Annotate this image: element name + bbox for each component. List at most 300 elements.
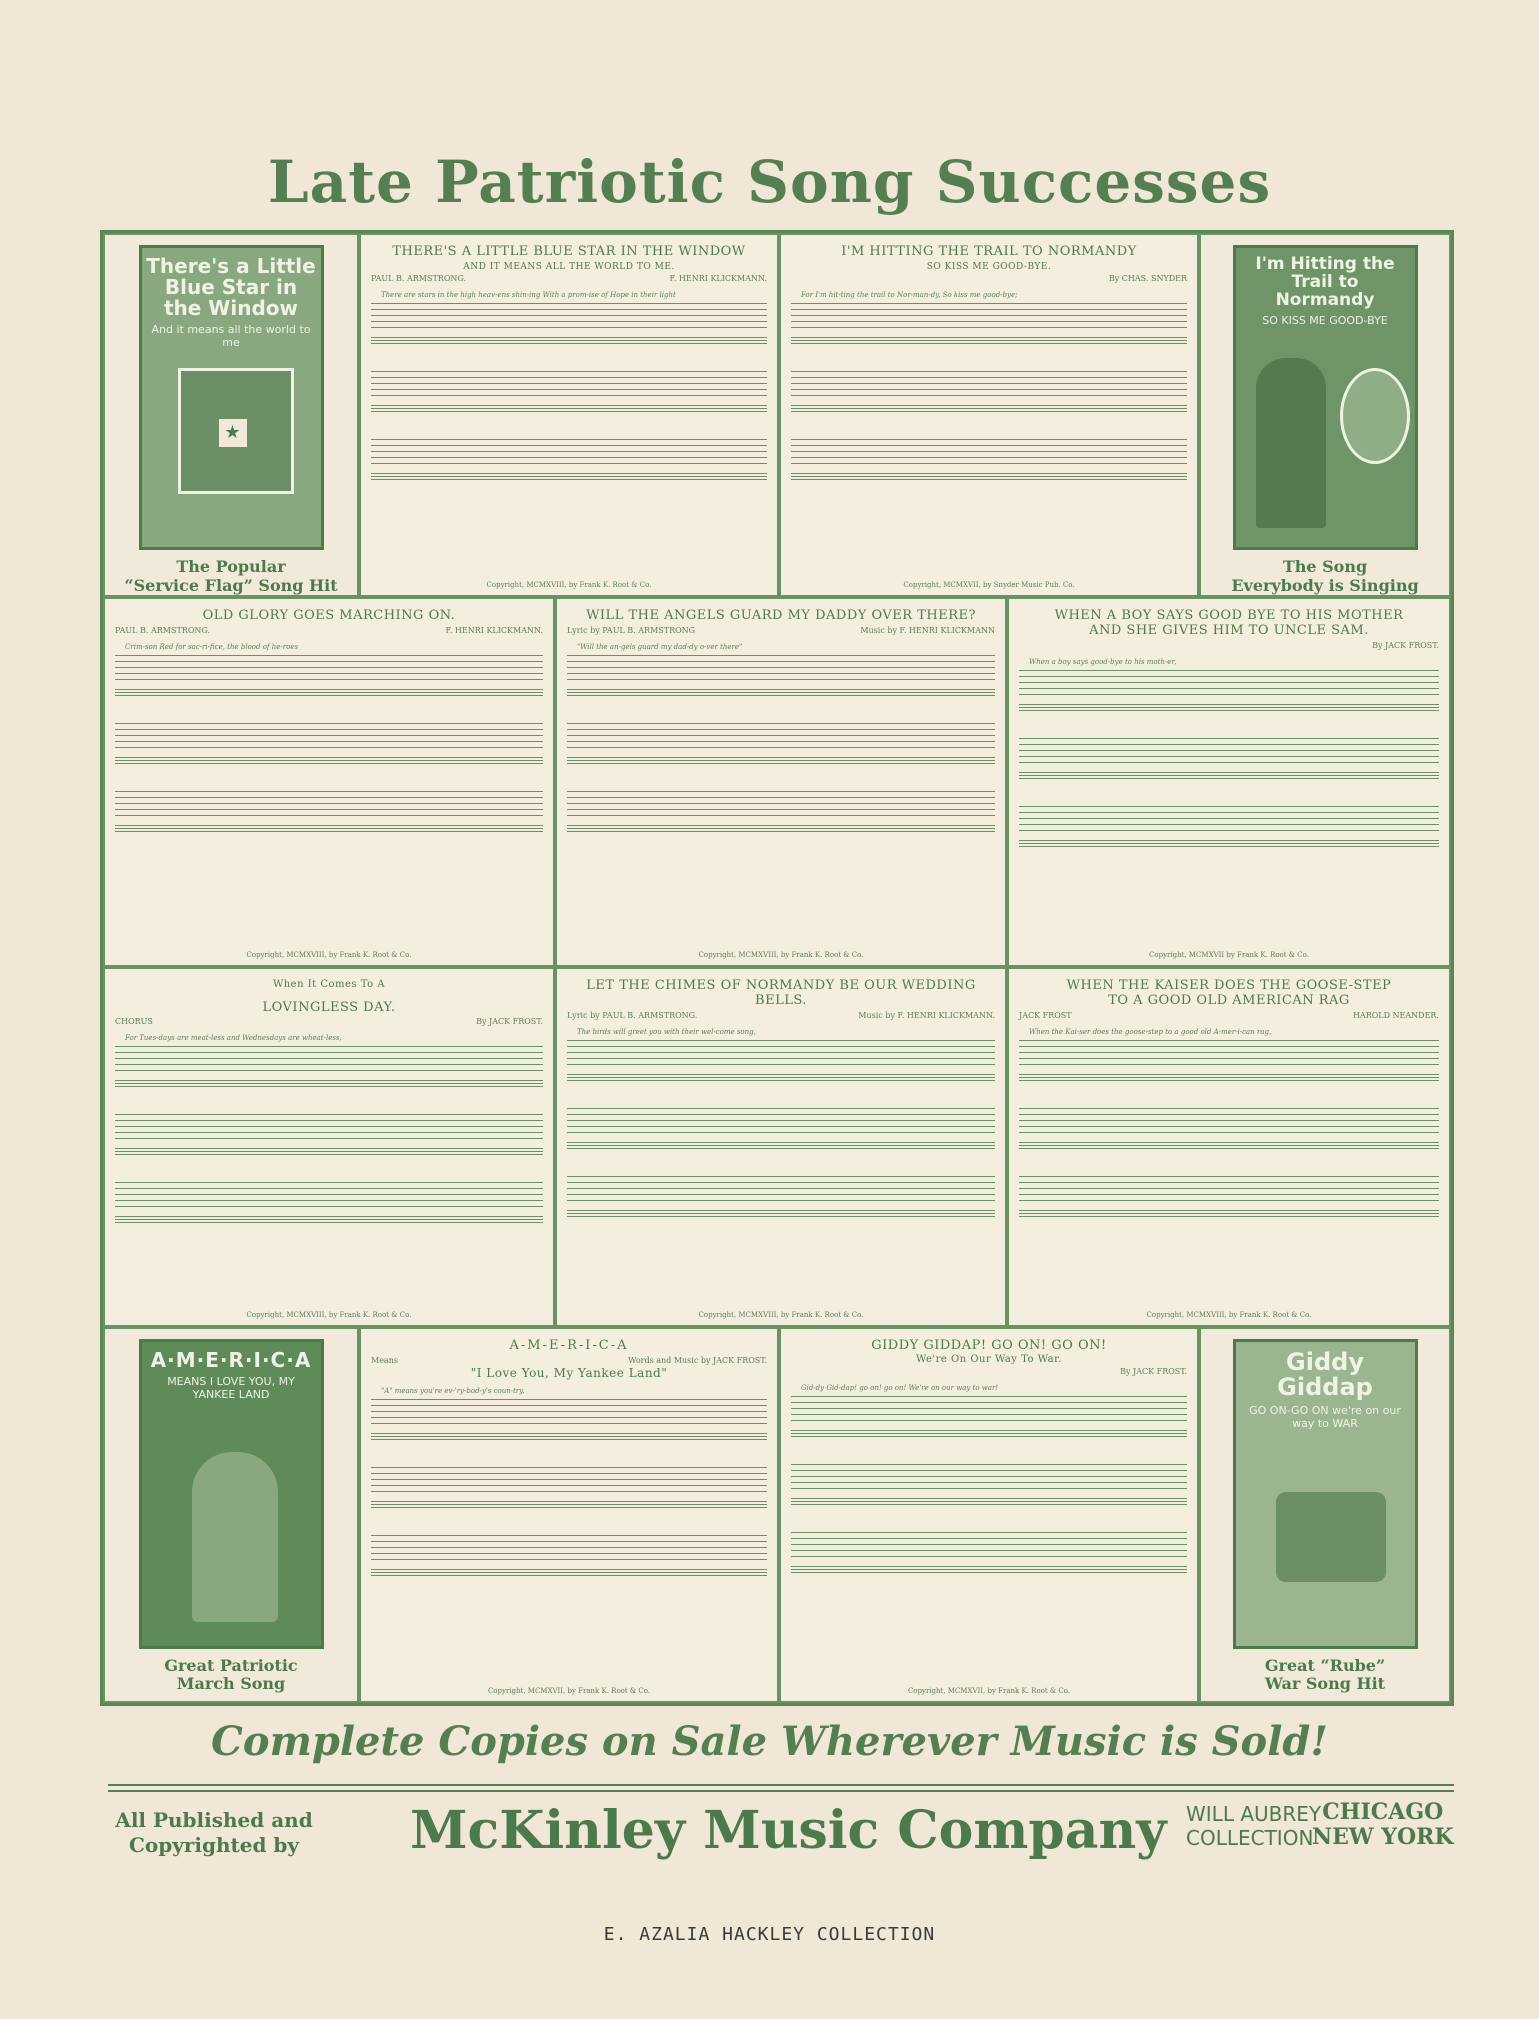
wagon-illustration [1276, 1492, 1386, 1582]
staff-line [567, 673, 995, 674]
staff-line [371, 1541, 767, 1542]
staff-line [567, 1210, 995, 1211]
staff-line [371, 457, 767, 458]
staff-line [115, 1219, 543, 1220]
star-icon: ★ [219, 419, 247, 447]
sheet-title: WILL THE ANGELS GUARD MY DADDY OVER THERE? [586, 608, 976, 623]
published-line: Copyrighted by [128, 1833, 300, 1857]
divider-rule [108, 1790, 1454, 1792]
sheet-boy-says-goodbye [1007, 597, 1451, 967]
staff-line [567, 1108, 995, 1109]
staff-line [115, 747, 543, 748]
staff-line [115, 741, 543, 742]
staff-line [371, 1559, 767, 1560]
staff-line [371, 473, 767, 474]
staff-line [567, 1126, 995, 1127]
staff-line [791, 389, 1187, 390]
staff-line [371, 327, 767, 328]
archive-stamp: E. AZALIA HACKLEY COLLECTION [603, 1924, 936, 1945]
staff-line [791, 1396, 1187, 1397]
lyricist: Lyric by PAUL B. ARMSTRONG. [567, 1010, 698, 1020]
staff-line [567, 729, 995, 730]
staff-line [1019, 1188, 1439, 1189]
staff-line [115, 1148, 543, 1149]
staff-line [371, 389, 767, 390]
staff-line [115, 828, 543, 829]
cover-little-blue-star [103, 233, 359, 597]
staff-line [1019, 1064, 1439, 1065]
staff-line [371, 1479, 767, 1480]
staff-line [1019, 1052, 1439, 1053]
staff-line [371, 439, 767, 440]
lyric-line: "Will the an-gels guard my dad-dy o-ver there" [577, 642, 743, 651]
staff-line [371, 1417, 767, 1418]
staff-line [791, 408, 1187, 409]
staff-system [115, 1034, 543, 1096]
sheet-giddy-giddap [779, 1327, 1199, 1703]
staff-system [567, 711, 995, 773]
staff-line [371, 1575, 767, 1576]
staff-line [371, 340, 767, 341]
sheet-lovingless-day [103, 967, 555, 1327]
caption-line: The Song [1282, 557, 1368, 577]
staff-line [115, 679, 543, 680]
staff-line [567, 1080, 995, 1081]
composer: By CHAS. SNYDER [1108, 274, 1187, 284]
staff-line [791, 463, 1187, 464]
staff-line [371, 1553, 767, 1554]
staff-line [791, 405, 1187, 406]
composer: Words and Music by JACK FROST. [628, 1355, 767, 1365]
staff-line [371, 1436, 767, 1437]
staff-line [567, 831, 995, 832]
staff-line [1019, 704, 1439, 705]
staff-line [1019, 1210, 1439, 1211]
staff-line [791, 1464, 1187, 1465]
composer: F. HENRI KLICKMANN. [669, 274, 767, 284]
published-line: All Published and [115, 1808, 313, 1832]
caption-line: Great Patriotic [164, 1656, 298, 1675]
sheet-subtitle: We're On Our Way To War. [916, 1353, 1062, 1365]
staff-line [115, 1064, 543, 1065]
staff-line [791, 1504, 1187, 1505]
staff-line [371, 1473, 767, 1474]
page-headline: Late Patriotic Song Successes [267, 148, 1272, 216]
staff-line [567, 757, 995, 758]
staff-line [1019, 830, 1439, 831]
sheet-title: GIDDY GIDDAP! GO ON! GO ON! [871, 1338, 1107, 1353]
portrait-oval [1340, 368, 1410, 464]
staff-line [791, 1498, 1187, 1499]
copyright-line: Copyright, MCMXVIII, by Frank K. Root & Co. [1146, 1311, 1312, 1319]
staff-system [567, 1096, 995, 1158]
staff-line [567, 1052, 995, 1053]
staff-system [1019, 794, 1439, 856]
caption-line: The Popular [176, 557, 286, 577]
staff-line [115, 673, 543, 674]
staff-line [115, 1182, 543, 1183]
staff-line [567, 735, 995, 736]
staff-line [567, 1077, 995, 1078]
staff-line [115, 1200, 543, 1201]
staff-line [115, 1083, 543, 1084]
staff-line [791, 395, 1187, 396]
staff-line [567, 825, 995, 826]
staff-line [371, 1411, 767, 1412]
staff-line [115, 791, 543, 792]
staff-line [371, 479, 767, 480]
staff-line [791, 321, 1187, 322]
staff-line [1019, 756, 1439, 757]
liberty-figure-illustration [192, 1452, 278, 1622]
sheet-angels-guard [555, 597, 1007, 967]
staff-line [567, 803, 995, 804]
lyric-line: When the Kai-ser does the goose-step to a good old A-mer-i-can rag, [1029, 1027, 1272, 1036]
publisher-cities [1312, 1800, 1454, 1851]
staff-line [1019, 1148, 1439, 1149]
staff-line [371, 1433, 767, 1434]
lyric-line: Crim-son Red for sac-ri-fice, the blood of he-roes [125, 642, 299, 651]
staff-line [1019, 818, 1439, 819]
staff-line [1019, 744, 1439, 745]
cover-america [103, 1327, 359, 1703]
staff-line [567, 791, 995, 792]
staff-line [115, 1206, 543, 1207]
copyright-line: Copyright, MCMXVIII, by Frank K. Root & Co. [698, 951, 864, 959]
lyric-line: The birds will greet you with their wel-come song, [577, 1027, 756, 1036]
staff-line [1019, 1120, 1439, 1121]
staff-line [791, 1476, 1187, 1477]
staff-line [567, 815, 995, 816]
lyric-line: "A" means you're ev-'ry-bod-y's coun-try, [381, 1386, 525, 1395]
staff-line [1019, 1182, 1439, 1183]
staff-line [371, 343, 767, 344]
staff-line [1019, 840, 1439, 841]
staff-system [115, 779, 543, 841]
staff-line [371, 315, 767, 316]
cover-caption [124, 558, 337, 595]
staff-line [115, 803, 543, 804]
staff-line [791, 327, 1187, 328]
staff-line [567, 1064, 995, 1065]
cover-art-title: A·M·E·R·I·C·A [150, 1348, 312, 1372]
staff-line [567, 1188, 995, 1189]
staff-system [791, 1384, 1187, 1446]
staff-line [791, 411, 1187, 412]
staff-line [371, 1405, 767, 1406]
staff-line [371, 1547, 767, 1548]
collection-line: COLLECTION [1186, 1826, 1314, 1850]
composer: Music by F. HENRI KLICKMANN [860, 625, 995, 635]
staff-line [567, 763, 995, 764]
staff-line [371, 1485, 767, 1486]
staff-line [567, 797, 995, 798]
staff-line [115, 1194, 543, 1195]
staff-system [1019, 1164, 1439, 1226]
staff-system [115, 643, 543, 705]
city: NEW YORK [1312, 1824, 1454, 1851]
sheet-kaiser-goose-step [1007, 967, 1451, 1327]
cover-trail-to-normandy [1199, 233, 1451, 597]
staff-line [567, 1216, 995, 1217]
staff-line [567, 655, 995, 656]
sheet-title: OLD GLORY GOES MARCHING ON. [202, 608, 456, 623]
staff-system [371, 1455, 767, 1517]
staff-line [1019, 738, 1439, 739]
staff-line [791, 1566, 1187, 1567]
staff-line [567, 1200, 995, 1201]
staff-line [371, 309, 767, 310]
staff-line [567, 828, 995, 829]
staff-line [791, 337, 1187, 338]
sheet-title: When It Comes To A [272, 979, 386, 990]
staff-line [567, 1194, 995, 1195]
staff-line [1019, 1200, 1439, 1201]
staff-line [567, 695, 995, 696]
staff-line [1019, 1194, 1439, 1195]
staff-line [115, 1080, 543, 1081]
lyricist: Lyric by PAUL B. ARMSTRONG [567, 625, 696, 635]
staff-system [567, 779, 995, 841]
lyricist: PAUL B. ARMSTRONG. [115, 625, 211, 635]
staff-line [791, 1532, 1187, 1533]
published-by-label [104, 1808, 324, 1858]
staff-system [791, 1452, 1187, 1514]
sheet-title: LET THE CHIMES OF NORMANDY BE OUR WEDDING BELLS. [586, 978, 976, 1008]
staff-line [791, 1430, 1187, 1431]
staff-line [791, 303, 1187, 304]
staff-line [371, 371, 767, 372]
caption-line: War Song Hit [1264, 1674, 1386, 1694]
staff-line [1019, 682, 1439, 683]
cover-art-title: There's a Little Blue Star in the Window [146, 254, 316, 320]
staff-system [371, 291, 767, 353]
sheet-old-glory [103, 597, 555, 967]
sheet-title: WHEN A BOY SAYS GOOD BYE TO HIS MOTHER [1054, 608, 1404, 623]
staff-line [115, 689, 543, 690]
caption-line: Great “Rube” [1264, 1656, 1386, 1675]
sheet-subtitle: AND IT MEANS ALL THE WORLD TO ME. [463, 261, 675, 272]
staff-line [791, 1488, 1187, 1489]
staff-line [1019, 1145, 1439, 1146]
staff-system [791, 427, 1187, 489]
staff-line [115, 1070, 543, 1071]
staff-line [567, 747, 995, 748]
copyright-line: Copyright, MCMXVII, by Frank K. Root & Co. [487, 1687, 651, 1695]
staff-line [371, 1399, 767, 1400]
staff-line [371, 321, 767, 322]
staff-line [115, 1216, 543, 1217]
composer: HAROLD NEANDER. [1352, 1010, 1439, 1020]
staff-line [567, 1132, 995, 1133]
staff-line [115, 1052, 543, 1053]
sheet-title: I'M HITTING THE TRAIL TO NORMANDY [841, 244, 1137, 259]
staff-line [371, 1507, 767, 1508]
staff-line [791, 1482, 1187, 1483]
staff-line [115, 723, 543, 724]
caption-line: Everybody is Singing [1231, 575, 1419, 595]
staff-line [791, 451, 1187, 452]
staff-line [791, 315, 1187, 316]
staff-line [371, 1501, 767, 1502]
cover-art-subtitle: SO KISS ME GOOD-BYE [1262, 313, 1388, 327]
staff-line [791, 457, 1187, 458]
cover-art-title: I'm Hitting the Trail to Normandy [1255, 254, 1395, 310]
staff-line [567, 1040, 995, 1041]
sheet-subtitle: "I Love You, My Yankee Land" [470, 1365, 668, 1380]
staff-line [1019, 824, 1439, 825]
sheet-america [359, 1327, 779, 1703]
staff-line [567, 741, 995, 742]
staff-line [567, 1058, 995, 1059]
staff-line [1019, 1213, 1439, 1214]
staff-line [115, 825, 543, 826]
staff-line [115, 1046, 543, 1047]
lyricist: JACK FROST [1019, 1010, 1072, 1020]
staff-line [1019, 676, 1439, 677]
staff-line [1019, 778, 1439, 779]
caption-line: “Service Flag” Song Hit [124, 575, 338, 595]
copyright-line: Copyright, MCMXVIII, by Frank K. Root & Co. [698, 1311, 864, 1319]
staff-line [567, 760, 995, 761]
staff-system [371, 359, 767, 421]
staff-line [371, 1439, 767, 1440]
staff-line [567, 1148, 995, 1149]
staff-line [791, 1550, 1187, 1551]
lyric-line: For Tues-days are meat-less and Wednesdays are wheat-less, [125, 1034, 342, 1043]
staff-line [115, 757, 543, 758]
staff-line [115, 1154, 543, 1155]
staff-system [1019, 726, 1439, 788]
staff-line [791, 479, 1187, 480]
staff-system [567, 1164, 995, 1226]
staff-line [1019, 806, 1439, 807]
staff-line [115, 809, 543, 810]
staff-line [1019, 1058, 1439, 1059]
staff-line [1019, 1126, 1439, 1127]
sheet-little-blue-star [359, 233, 779, 597]
city: CHICAGO [1322, 1799, 1444, 1825]
staff-line [1019, 843, 1439, 844]
staff-line [567, 692, 995, 693]
staff-line [371, 395, 767, 396]
staff-line [567, 1176, 995, 1177]
copyright-line: Copyright, MCMXVIII, by Frank K. Root & Co. [486, 581, 652, 589]
connector-word: Means [371, 1355, 398, 1365]
cover-art [139, 1339, 324, 1649]
staff-line [567, 1142, 995, 1143]
staff-line [791, 1402, 1187, 1403]
staff-line [371, 337, 767, 338]
staff-line [371, 451, 767, 452]
staff-line [1019, 1046, 1439, 1047]
staff-line [567, 667, 995, 668]
staff-line [1019, 1142, 1439, 1143]
cover-art-subtitle: And it means all the world to me [151, 323, 311, 349]
sales-tagline: Complete Copies on Sale Wherever Music is Sold! [211, 1718, 1328, 1765]
staff-line [1019, 1176, 1439, 1177]
staff-line [371, 1491, 767, 1492]
cover-caption [164, 1657, 297, 1694]
staff-line [791, 473, 1187, 474]
staff-line [1019, 710, 1439, 711]
staff-line [791, 371, 1187, 372]
staff-line [1019, 694, 1439, 695]
staff-line [791, 1414, 1187, 1415]
staff-line [1019, 750, 1439, 751]
staff-line [1019, 1132, 1439, 1133]
staff-line [115, 1114, 543, 1115]
cover-giddy-giddap [1199, 1327, 1451, 1703]
staff-line [371, 1535, 767, 1536]
divider-rule [108, 1784, 1454, 1786]
staff-line [1019, 688, 1439, 689]
sheet-subtitle: SO KISS ME GOOD-BYE. [926, 261, 1052, 272]
staff-line [791, 340, 1187, 341]
staff-line [371, 377, 767, 378]
staff-line [791, 377, 1187, 378]
cover-art [1233, 245, 1418, 550]
publisher-name: McKinley Music Company [410, 1800, 1167, 1861]
sheet-title: A-M-E-R-I-C-A [509, 1338, 629, 1353]
staff-line [371, 1504, 767, 1505]
staff-line [371, 411, 767, 412]
sheet-subtitle: LOVINGLESS DAY. [262, 999, 396, 1015]
caption-line: March Song [176, 1674, 286, 1694]
staff-line [791, 1433, 1187, 1434]
copyright-line: Copyright, MCMXVII, by Snyder Music Pub. Co. [903, 581, 1075, 589]
staff-line [1019, 772, 1439, 773]
lyricist: PAUL B. ARMSTRONG. [371, 274, 467, 284]
lyric-line: There are stars in the high heav-ens shin-ing With a prom-ise of Hope in their light [381, 291, 676, 300]
staff-line [115, 1222, 543, 1223]
staff-line [1019, 775, 1439, 776]
staff-line [567, 1182, 995, 1183]
staff-line [115, 1120, 543, 1121]
staff-line [1019, 846, 1439, 847]
copyright-line: Copyright, MCMXVIII, by Frank K. Root & Co. [246, 951, 412, 959]
cover-art [139, 245, 324, 550]
sheet-title: WHEN THE KAISER DOES THE GOOSE-STEP [1066, 978, 1392, 993]
sheet-subtitle: TO A GOOD OLD AMERICAN RAG [1108, 992, 1350, 1008]
sheet-trail-to-normandy [779, 233, 1199, 597]
staff-line [115, 655, 543, 656]
cover-caption [1231, 558, 1418, 595]
copyright-line: Copyright, MCMXVII, by Frank K. Root & Co. [907, 1687, 1071, 1695]
staff-system [115, 1170, 543, 1232]
staff-line [115, 729, 543, 730]
sheet-subtitle: AND SHE GIVES HIM TO UNCLE SAM. [1089, 622, 1369, 638]
staff-line [1019, 1040, 1439, 1041]
staff-line [567, 1213, 995, 1214]
staff-system [115, 711, 543, 773]
staff-line [115, 661, 543, 662]
staff-line [791, 1556, 1187, 1557]
composer: Music by F. HENRI KLICKMANN. [858, 1010, 995, 1020]
staff-system [791, 1520, 1187, 1582]
composer: F. HENRI KLICKMANN. [445, 625, 543, 635]
staff-line [371, 463, 767, 464]
staff-line [1019, 670, 1439, 671]
staff-line [567, 679, 995, 680]
staff-line [1019, 1077, 1439, 1078]
staff-line [791, 1538, 1187, 1539]
cover-art-subtitle: GO ON-GO ON we're on our way to WAR [1249, 1404, 1401, 1431]
cover-art-subtitle: MEANS I LOVE YOU, MY YANKEE LAND [167, 1375, 295, 1401]
window-illustration [178, 368, 294, 494]
staff-system [1019, 1028, 1439, 1090]
staff-line [791, 439, 1187, 440]
